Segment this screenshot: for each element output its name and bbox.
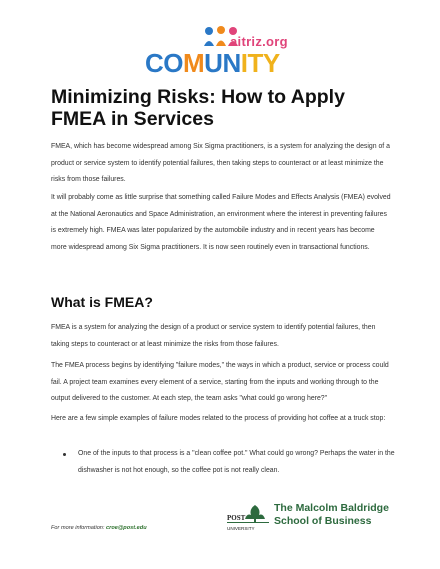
footer-email-link[interactable]: croe@post.edu — [106, 525, 147, 531]
school-name-line-1: The Malcolm Baldridge — [274, 502, 389, 514]
document-title: Minimizing Risks: How to Apply FMEA in Services — [51, 86, 345, 130]
intro-paragraph-2: It will probably come as little surprise that something called Failure Modes and Effects Analysis (FMEA) evolved at the National Aeronautics and Space Administration, an environment where the interest in preventing failures is extremely high. FMEA was later popularized by the automobile industry and in recent years has become more widespread among Six Sigma practitioners. It is now seen routinely even in transactional functions. — [51, 194, 391, 251]
community-logo — [145, 34, 305, 84]
logo-word-un: UN — [204, 48, 241, 78]
section-paragraph-3: Here are a few simple examples of failure modes related to the process of providing hot coffee at a truck stop: — [51, 415, 386, 422]
footer-contact — [51, 525, 147, 531]
post-logo-top: POST — [227, 514, 246, 522]
school-name-line-2: School of Business — [274, 515, 372, 527]
logo-word-ity: ITY — [240, 48, 280, 78]
school-name — [274, 502, 389, 528]
section-paragraph-2: The FMEA process begins by identifying "failure modes," the ways in which a product, service or process could fail. A project team examines every element of a service, starting from the inputs and working through to the output delivered to the customer. At each step, the team asks "what could go wrong here?" — [51, 362, 389, 402]
logo-site-text: aitriz.org — [230, 34, 288, 49]
post-logo-bottom: UNIVERSITY — [227, 526, 255, 531]
logo-word-m: M — [183, 48, 205, 78]
logo-word-co: CO — [145, 48, 183, 78]
logo-wordmark — [145, 48, 280, 78]
footer-label: For more information: — [51, 525, 105, 531]
post-university-logo — [225, 501, 271, 533]
intro-paragraph-1: FMEA, which has become widespread among Six Sigma practitioners, is a system for analyzing the design of a product or service system to identify potential failures, then taking steps to counteract or at least minimize the risks from those failures. — [51, 143, 390, 183]
bullet-item-1: One of the inputs to that process is a "clean coffee pot." What could go wrong? Perhaps the water in the dishwasher is not hot enough, so the coffee pot is not really clean. — [78, 450, 395, 474]
bullet-dot-icon — [63, 453, 66, 456]
section-heading: What is FMEA? — [51, 294, 153, 310]
section-paragraph-1: FMEA is a system for analyzing the design of a product or service system to identify potential failures, then taking steps to counteract or at least minimize the risks from those failures. — [51, 324, 376, 348]
